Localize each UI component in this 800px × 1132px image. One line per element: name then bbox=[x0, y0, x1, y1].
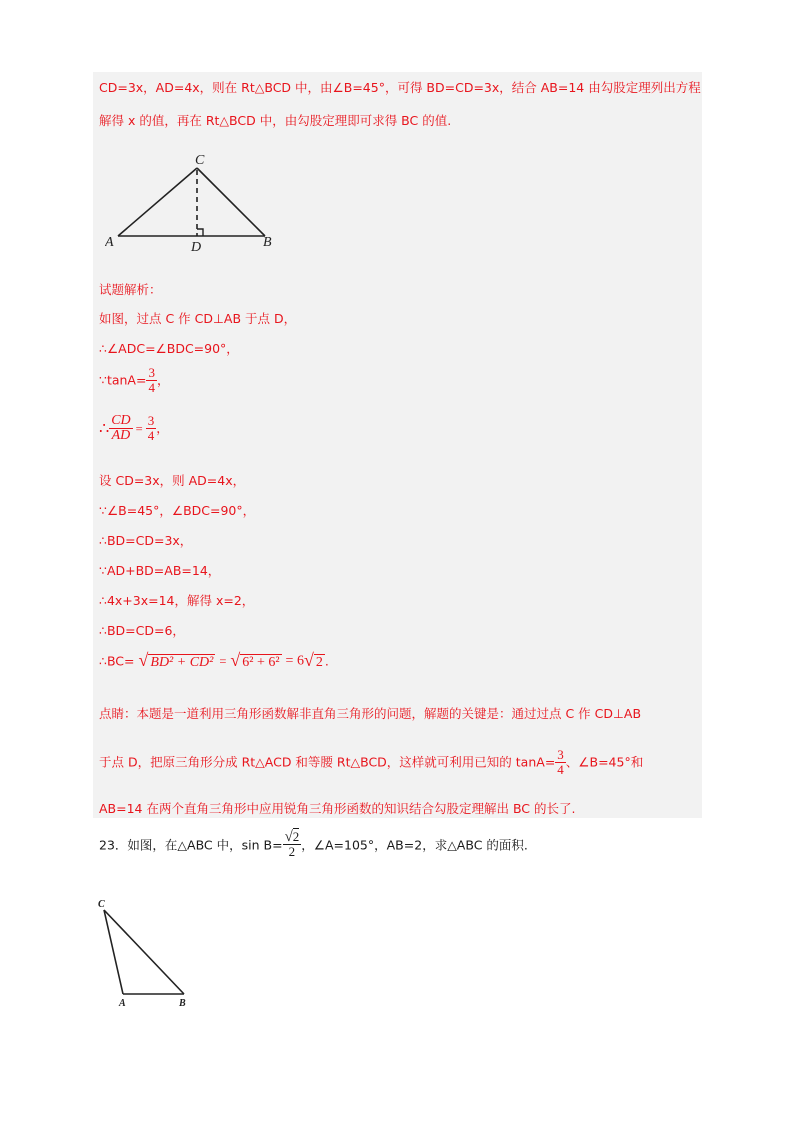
figure1-label-d: D bbox=[191, 240, 202, 255]
solution-step-4: ∴ $\frac{CD}{AD}$ = $\frac{3}{4}$ ， bbox=[99, 413, 169, 443]
analysis-line-2: 解得 x 的值，再在 Rt△BCD 中，由勾股定理即可求得 BC 的值. bbox=[99, 113, 452, 128]
solution-step-1: 如图，过点 C 作 CD⊥AB 于点 D， bbox=[99, 311, 297, 326]
solution-step-2: ∴∠ADC=∠BDC=90°， bbox=[99, 341, 239, 356]
solution-step-10: ∴BD=CD=6， bbox=[99, 623, 185, 638]
fraction-sqrt2-over-2: $\frac{√2}{2}$ bbox=[284, 829, 300, 859]
fraction-three-quarters-2: $\frac{3}{4}$ bbox=[147, 413, 155, 443]
solution-step-5: 设 CD=3x，则 AD=4x， bbox=[99, 473, 246, 488]
fraction-three-quarters: $\frac{3}{4}$ bbox=[148, 365, 155, 395]
solution-heading: 试题解析： bbox=[99, 282, 162, 297]
figure2-label-c: C bbox=[98, 899, 105, 910]
solution-step-9: ∴4x+3x=14，解得 x=2， bbox=[99, 593, 255, 608]
sqrt-bd-cd: √ BD² + CD² bbox=[138, 650, 214, 670]
solution-step-6: ∵∠B=45°，∠BDC=90°， bbox=[99, 503, 256, 518]
question-23: 23．如图，在△ABC 中，sin B= $\frac{√2}{2}$ ，∠A=105°，AB=2，求△ABC 的面积. bbox=[99, 829, 528, 859]
comment-line-3: AB=14 在两个直角三角形中应用锐角三角形函数的知识结合勾股定理解出 BC 的长了. bbox=[99, 801, 576, 816]
fraction-three-quarters-3: $\frac{3}{4}$ bbox=[557, 747, 564, 777]
triangle-figure-1 bbox=[105, 148, 285, 258]
solution-step-7: ∴BD=CD=3x， bbox=[99, 533, 193, 548]
figure1-label-b: B bbox=[263, 235, 272, 250]
analysis-line-1: CD=3x，AD=4x，则在 Rt△BCD 中，由∠B=45°，可得 BD=CD=3x，结合 AB=14 由勾股定理列出方程 bbox=[99, 80, 701, 95]
solution-step-8: ∵AD+BD=AB=14， bbox=[99, 563, 221, 578]
comment-line-2: 于点 D，把原三角形分成 Rt△ACD 和等腰 Rt△BCD，这样就可利用已知的 tanA= $\frac{3}{4}$ 、∠B=45°和 bbox=[99, 747, 644, 777]
solution-step-11: ∴BC= √ BD² + CD² = √ 6² + 6² = 6√ 2 . bbox=[99, 650, 329, 670]
sqrt-two: √ 2 bbox=[303, 650, 323, 670]
comment-line-1: 点睛：本题是一道利用三角形函数解非直角三角形的问题，解题的关键是：通过过点 C 作 CD⊥AB bbox=[99, 706, 642, 721]
figure2-label-a: A bbox=[119, 998, 126, 1009]
figure2-label-b: B bbox=[179, 998, 186, 1009]
sqrt-six-six: √ 6² + 6² bbox=[230, 650, 280, 670]
solution-step-3: ∵tanA= $\frac{3}{4}$ ， bbox=[99, 365, 170, 395]
triangle-figure-2 bbox=[92, 896, 202, 1012]
fraction-cd-over-ad: $\frac{CD}{AD}$ bbox=[111, 413, 131, 443]
figure1-label-a: A bbox=[105, 235, 114, 250]
figure1-label-c: C bbox=[195, 153, 205, 168]
